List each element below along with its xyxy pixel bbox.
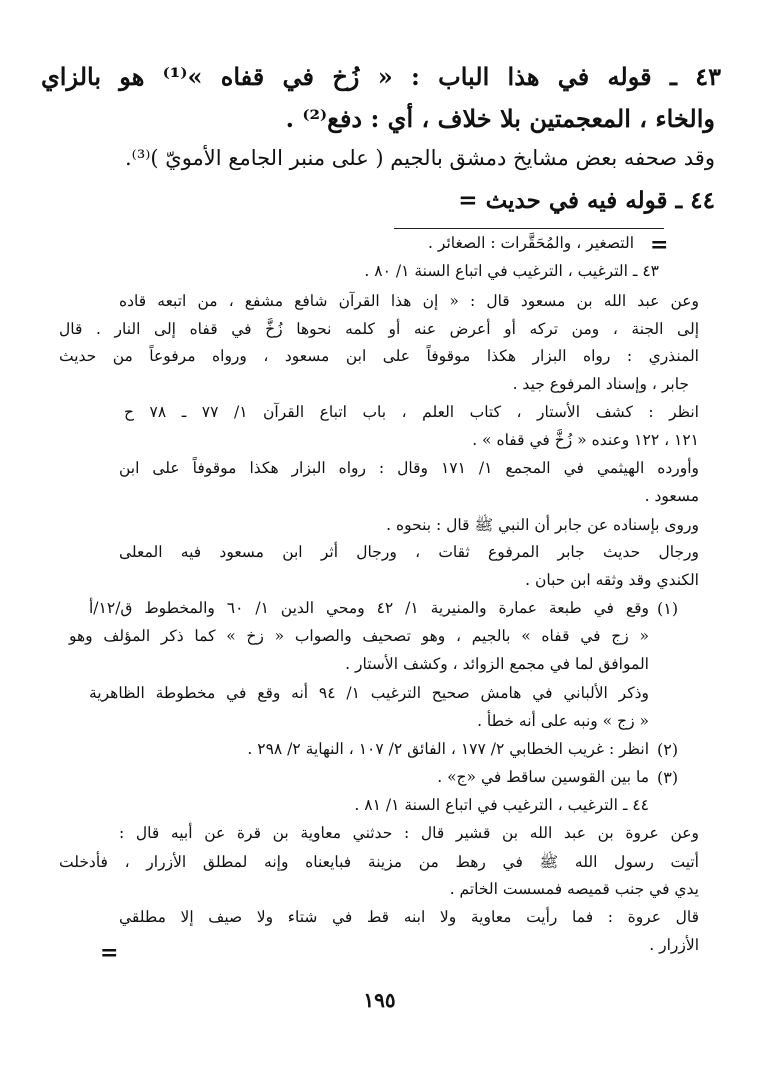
footnote-line: يدي في جنب قميصه فمسست الخاتم .: [449, 880, 699, 898]
footnote-2-line: انظر : غريب الخطابي ٢/ ١٧٧ ، الفائق ٢/ ١٠٧ ، النهاية ٢/ ٢٩٨ .: [247, 740, 649, 758]
footnote-line: الأزرار .: [649, 936, 699, 954]
footnote-line: ٤٤ ـ الترغيب ، الترغيب في اتباع السنة ١/ ٨١ .: [354, 796, 649, 814]
footnote-separator: [394, 228, 664, 229]
footnote-1-line: « زج في قفاه » بالجيم ، وهو تصحيف والصواب « زخ » كما ذكر المؤلف وهو: [69, 627, 649, 645]
footnote-1-line: وذكر الألباني في هامش صحيح الترغيب ١/ ٩٤ أنه وقع في مخطوطة الظاهرية: [89, 684, 649, 702]
main-text-line-3: وقد صحفه بعض مشايخ دمشق بالجيم ( على منبر الجامع الأمويّ )⁽³⁾.: [124, 146, 715, 170]
page-number: ١٩٥: [363, 988, 396, 1012]
footnote-line: أتيت رسول الله ﷺ في رهط من مزينة فبايعناه وإنه لمطلق الأزرار ، فأدخلت: [59, 853, 699, 871]
footnote-line: وعن عروة بن عبد الله بن قشير قال : حدثني معاوية بن قرة عن أبيه قال :: [119, 824, 699, 842]
footnote-line: ١٢١ ، ١٢٢ وعنده « زُخَّ في قفاه » .: [472, 431, 699, 449]
footnote-3-line: ما بين القوسين ساقط في «ج» .: [437, 768, 649, 786]
footnote-line: قال عروة : فما رأيت معاوية ولا ابنه قط في شتاء ولا صيف إلا مطلقي: [119, 908, 699, 926]
footnote-number-2: (٢): [657, 740, 679, 759]
footnote-line: ورجال حديث جابر المرفوع ثقات ، ورجال أثر ابن مسعود فيه المعلى: [119, 543, 699, 561]
footnote-line: وروى بإسناده عن جابر أن النبي ﷺ قال : بنحوه .: [386, 516, 699, 534]
main-text-line-4: ٤٤ ـ قوله فيه في حديث =: [458, 187, 715, 214]
footnote-1-line: وقع في طبعة عمارة والمنيرية ١/ ٤٢ ومحي الدين ١/ ٦٠ والمخطوط ق/١٢/أ: [89, 599, 649, 617]
continuation-marker-bottom: =: [100, 940, 119, 966]
footnote-line: ٤٣ ـ الترغيب ، الترغيب في اتباع السنة ١/ ٨٠ .: [364, 262, 659, 280]
footnote-line: التصغير ، والمُحَقَّرات : الصغائر .: [428, 234, 634, 252]
footnote-1-line: الموافق لما في مجمع الزوائد ، وكشف الأستار .: [345, 655, 649, 673]
footnote-1-line: « زج » ونبه على أنه خطأ .: [477, 712, 649, 730]
footnote-line: مسعود .: [644, 487, 699, 505]
footnote-line: إلى الجنة ، ومن تركه أو أعرض عنه أو كلمه نحوها زُخَّ في قفاه إلى النار . قال: [59, 320, 699, 338]
main-text-line-2: والخاء ، المعجمتين بلا خلاف ، أي : دفع⁽²⁾ .: [285, 104, 715, 133]
footnote-line: المنذري : رواه البزار هكذا موقوفاً على ابن مسعود ، ورواه مرفوعاً من حديث: [59, 347, 699, 365]
footnote-line: وعن عبد الله بن مسعود قال : « إن هذا القرآن شافع مشفع ، من اتبعه قاده: [119, 292, 699, 310]
continuation-marker-top: =: [650, 232, 669, 258]
footnote-line: وأورده الهيثمي في المجمع ١/ ١٧١ وقال : رواه البزار هكذا موقوفاً على ابن: [119, 459, 700, 477]
footnote-line: الكندي وقد وثقه ابن حبان .: [525, 571, 699, 589]
main-text-line-1: ٤٣ ـ قوله في هذا الباب : « زُخ في قفاه »⁽¹⁾ هو بالزاي: [41, 62, 721, 91]
footnote-number-3: (٣): [657, 768, 679, 787]
footnote-number-1: (١): [657, 599, 679, 618]
footnote-line: انظر : كشف الأستار ، كتاب العلم ، باب اتباع القرآن ١/ ٧٧ ـ ٧٨ ح: [124, 403, 699, 421]
footnote-line: جابر ، وإسناد المرفوع جيد .: [512, 375, 689, 393]
